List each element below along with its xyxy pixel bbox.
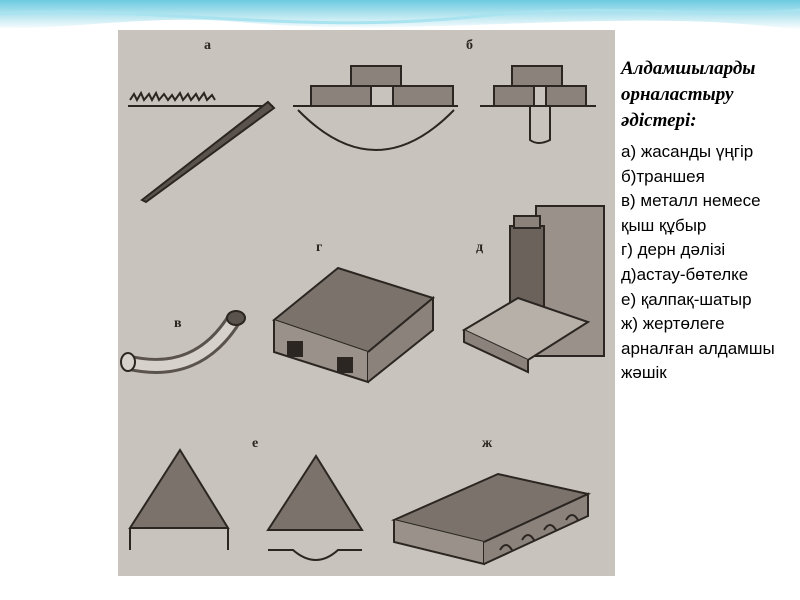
slide-title-line: Алдамшыларды [621,58,756,79]
caption-item: в) металл немесе [621,191,761,211]
caption-item: қыш құбыр [621,215,707,235]
caption-item: ж) жертөлеге [621,314,725,334]
caption-item: а) жасанды үңгір [621,142,754,161]
decoy-methods-illustration [118,30,615,576]
caption-item: г) дерн дәлізі [621,240,726,260]
caption-item: арналған алдамшы [621,338,775,358]
figure-label-d: д [476,240,484,255]
caption-item: жәшік [621,363,667,383]
caption-panel [621,56,800,386]
illustration-panel [118,30,615,576]
figure-label-v: в [174,316,182,331]
figure-label-zh: ж [482,436,493,451]
figure-label-g: г [316,240,323,255]
figure-label-b: б [466,38,473,53]
slide-title [621,56,800,134]
slide-title-line: орналастыру [621,84,734,105]
slide-title-line: әдістері: [621,110,697,131]
caption-item: д)астау-бөтелке [621,264,749,284]
caption-item: б)траншея [621,166,705,186]
figure-label-a: а [204,38,211,53]
caption-item: е) қалпақ-шатыр [621,289,752,309]
figure-label-e: е [252,436,259,451]
